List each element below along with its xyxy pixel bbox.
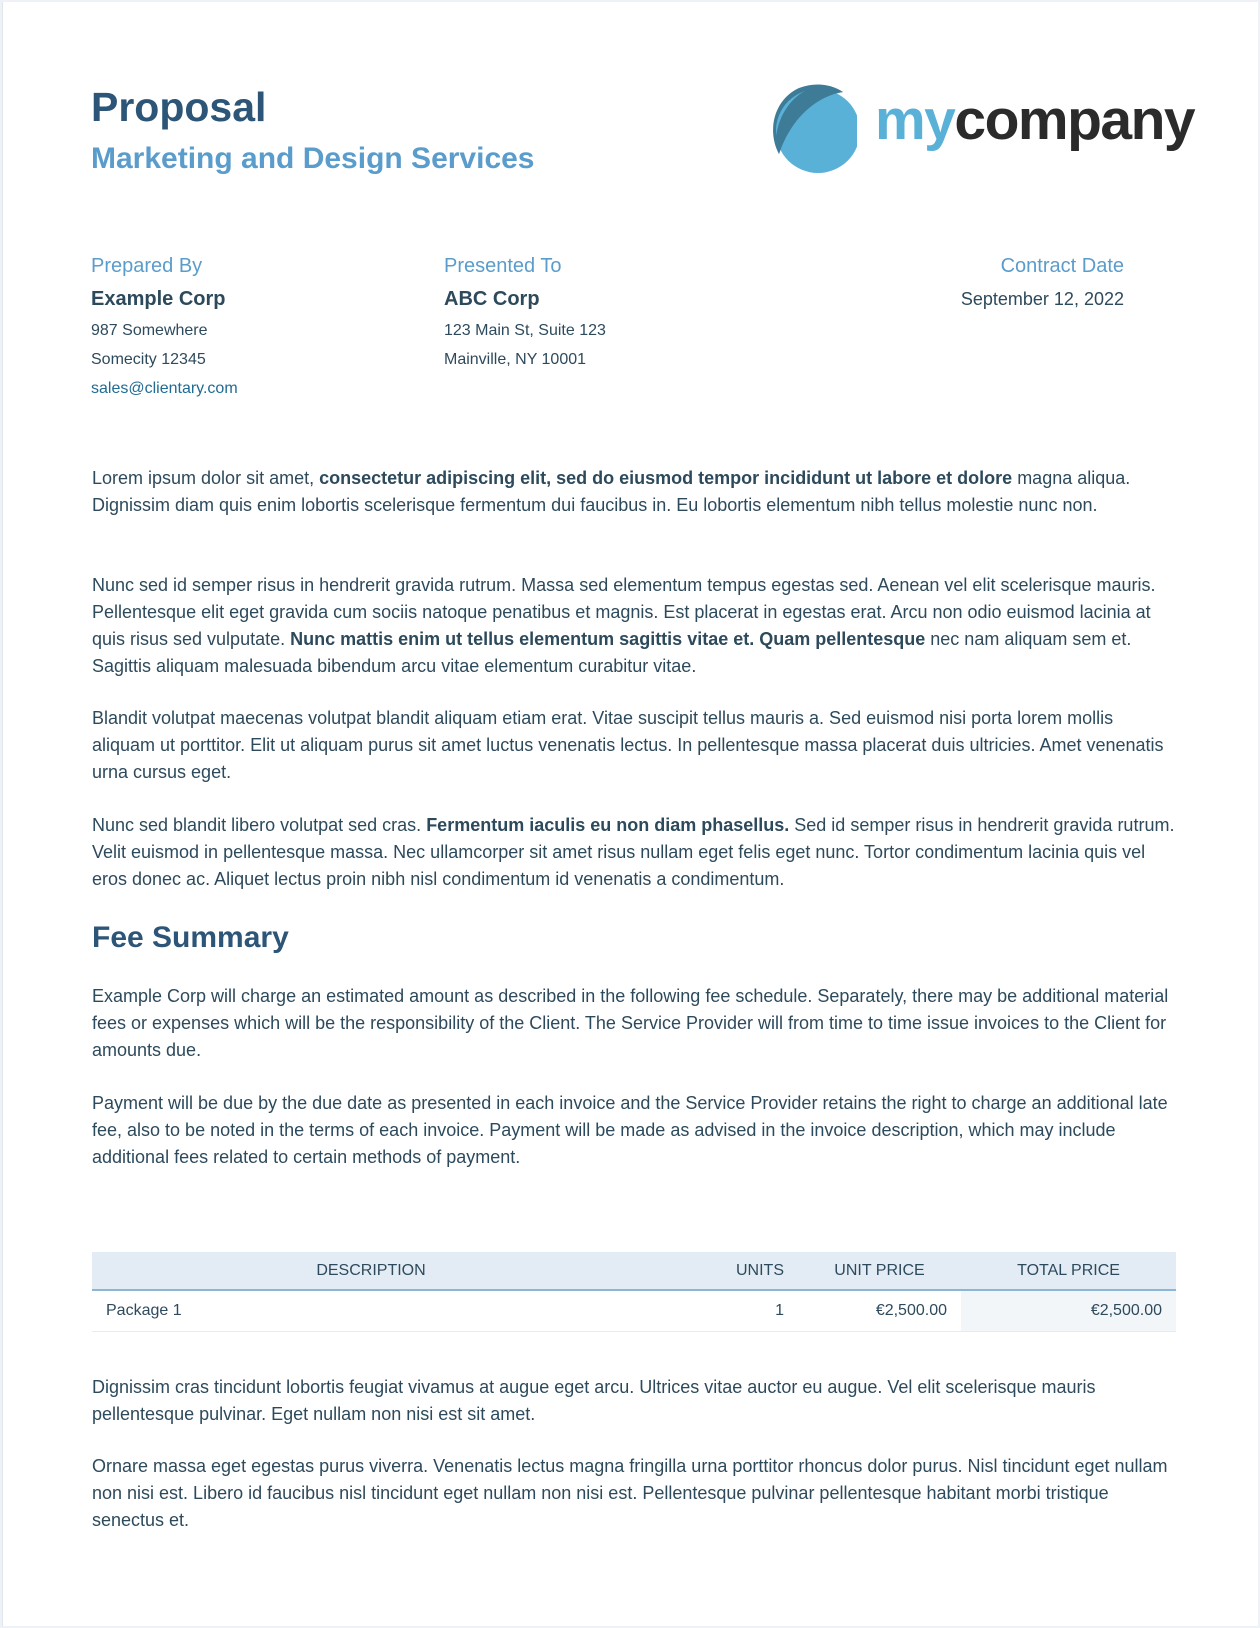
presented-to-name: ABC Corp bbox=[444, 288, 540, 310]
fee-summary-paragraph-1: Example Corp will charge an estimated amount as described in the following fee schedule. Separately, there may be additional material fees or expenses which will be the responsibility of the Client. The Service Provider will from time to time issue invoices to the Client for amounts due. bbox=[92, 986, 1169, 1060]
column-header-units: UNITS bbox=[650, 1252, 798, 1290]
column-header-description: DESCRIPTION bbox=[92, 1252, 650, 1290]
fee-summary-heading: Fee Summary bbox=[92, 921, 289, 954]
contract-date-label: Contract Date bbox=[1000, 255, 1124, 277]
prepared-by-email-link[interactable]: sales@clientary.com bbox=[91, 380, 238, 397]
presented-to-address-line1: 123 Main St, Suite 123 bbox=[444, 322, 606, 339]
row-unit-price: €2,500.00 bbox=[798, 1290, 961, 1332]
prepared-by-address-line2: Somecity 12345 bbox=[91, 351, 206, 368]
table-row bbox=[92, 1290, 1176, 1332]
closing-paragraph-1: Dignissim cras tincidunt lobortis feugiat vivamus at augue eget arcu. Ultrices vitae auctor eu augue. Vel elit scelerisque mauris pellentesque pulvinar. Eget nullam non nisi est sit amet. bbox=[92, 1377, 1096, 1424]
company-logo bbox=[765, 82, 1195, 178]
document-title: Proposal bbox=[91, 84, 267, 130]
document-page bbox=[2, 2, 1258, 1626]
fee-summary-paragraph-2: Payment will be due by the due date as presented in each invoice and the Service Provider retains the right to charge an additional late fee, also to be noted in the terms of each invoice. Payment will be made as advised in the invoice description, which may include additional fees related to certain methods of payment. bbox=[92, 1093, 1168, 1167]
logo-wordmark bbox=[875, 88, 1195, 152]
row-description: Package 1 bbox=[92, 1290, 650, 1332]
presented-to-address-line2: Mainville, NY 10001 bbox=[444, 351, 587, 368]
prepared-by-address-line1: 987 Somewhere bbox=[91, 322, 208, 339]
row-units: 1 bbox=[650, 1290, 798, 1332]
column-header-unit-price: UNIT PRICE bbox=[798, 1252, 961, 1290]
intro-paragraph-1: Lorem ipsum dolor sit amet, consectetur adipiscing elit, sed do eiusmod tempor incididunt ut labore et dolore magna aliqua. Dignissim diam quis enim lobortis scelerisque fermentum dui faucibus in. Eu lobortis elementum nibh tellus molestie nunc non. bbox=[92, 468, 1131, 515]
intro-paragraph-3: Blandit volutpat maecenas volutpat blandit aliquam etiam erat. Vitae suscipit tellus mauris a. Sed euismod nisi porta lorem mollis aliquam ut porttitor. Elit ut aliquam purus sit amet luctus venenatis lectus. In pellentesque massa placerat duis ultricies. Amet venenatis urna cursus eget. bbox=[92, 708, 1164, 782]
closing-paragraph-2: Ornare massa eget egestas purus viverra. Venenatis lectus magna fringilla urna porttitor rhoncus dolor purus. Nisl tincidunt eget nullam non nisi est. Libero id faucibus nisl tincidunt eget nullam non nisi est. Pellentesque pulvinar pellentesque habitant morbi tristique senectus et. bbox=[92, 1456, 1168, 1530]
intro-paragraph-4: Nunc sed blandit libero volutpat sed cras. Fermentum iaculis eu non diam phasellus. Sed id semper risus in hendrerit gravida rutrum. Velit euismod in pellentesque massa. Nec ullamcorper sit amet risus nullam eget felis eget nunc. Tortor condimentum lacinia quis vel eros donec ac. Aliquet lectus proin nibh nisl condimentum id venenatis a condimentum. bbox=[92, 815, 1175, 889]
document-subtitle: Marketing and Design Services bbox=[91, 142, 535, 175]
logo-text-my: my bbox=[875, 88, 955, 152]
column-header-total-price: TOTAL PRICE bbox=[961, 1252, 1176, 1290]
contract-date-value: September 12, 2022 bbox=[960, 289, 1124, 309]
fee-table-header-row bbox=[92, 1252, 1176, 1290]
fee-table bbox=[92, 1252, 1176, 1332]
logo-mark-icon bbox=[765, 82, 857, 174]
intro-paragraph-2: Nunc sed id semper risus in hendrerit gravida rutrum. Massa sed elementum tempus egestas sed. Aenean vel elit scelerisque mauris. Pellentesque elit eget gravida cum sociis natoque penatibus et magnis. Est placerat in egestas erat. Arcu non odio euismod lacinia at quis risus sed vulputate. Nunc mattis enim ut tellus elementum sagittis vitae et. Quam pellentesque nec nam aliquam sem et. Sagittis aliquam malesuada bibendum arcu vitae elementum curabitur vitae. bbox=[92, 575, 1156, 676]
row-total-price: €2,500.00 bbox=[961, 1290, 1176, 1332]
prepared-by-label: Prepared By bbox=[91, 255, 203, 277]
prepared-by-name: Example Corp bbox=[91, 288, 226, 310]
presented-to-label: Presented To bbox=[444, 255, 562, 277]
logo-text-company: company bbox=[954, 88, 1195, 152]
